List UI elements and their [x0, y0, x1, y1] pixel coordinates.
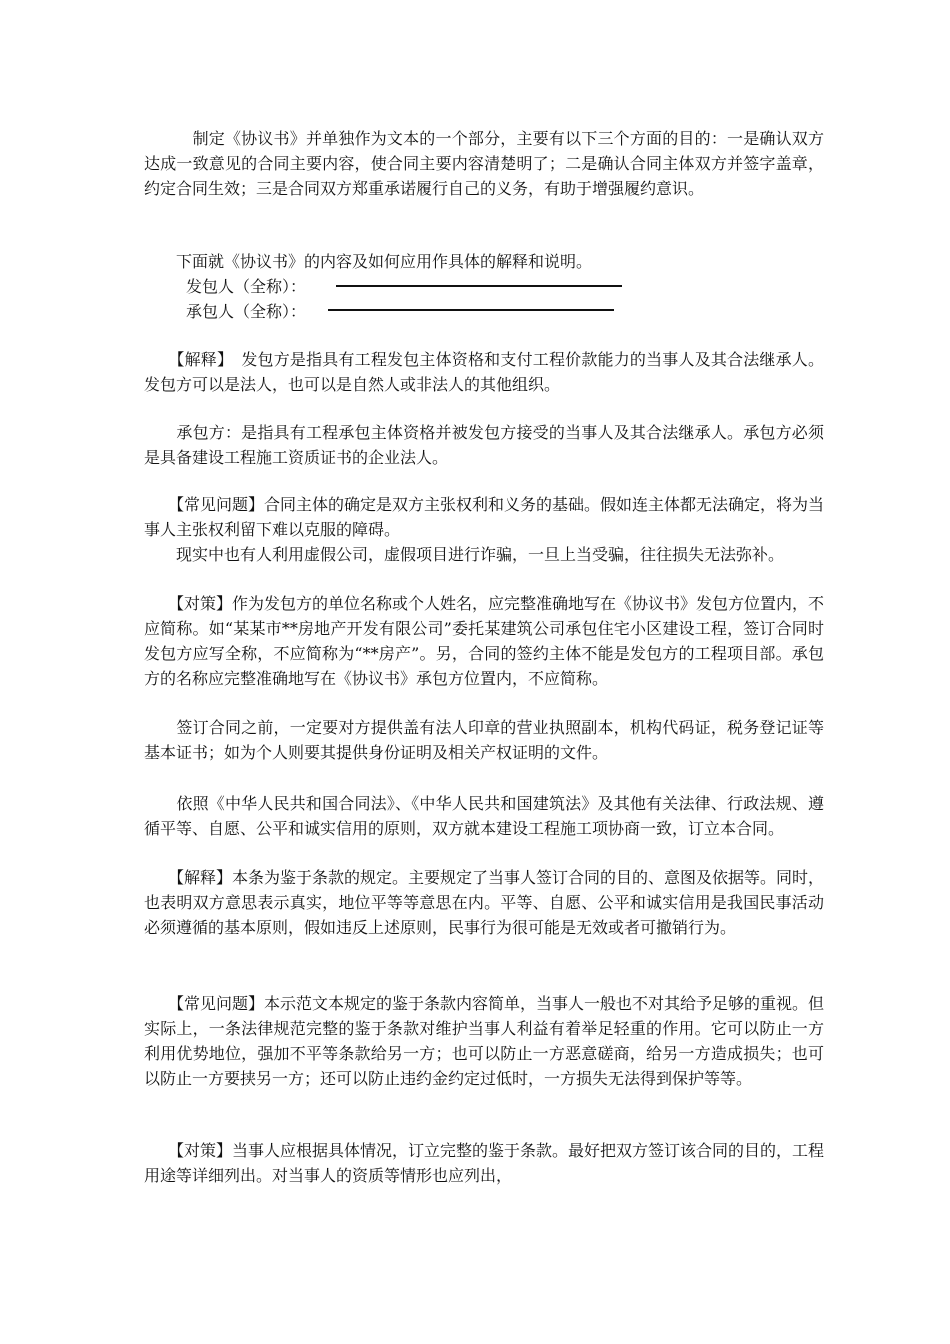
contractor-explanation: 承包方：是指具有工程承包主体资格并被发包方接受的当事人及其合法继承人。承包方必须是具备建设工程施工资质证书的企业法人。	[144, 423, 824, 467]
intro-paragraph: 制定《协议书》并单独作为文本的一个部分，主要有以下三个方面的目的：一是确认双方达成一致意见的合同主要内容，使合同主要内容清楚明了；二是确认合同主体双方并签字盖章，约定合同生效；三是合同双方郑重承诺履行自己的义务，有助于增强履约意识。	[144, 129, 824, 198]
pre-signing-note: 签订合同之前，一定要对方提供盖有法人印章的营业执照副本，机构代码证，税务登记证等基本证书；如为个人则要其提供身份证明及相关产权证明的文件。	[144, 718, 824, 762]
whereas-explanation: 【解释】本条为鉴于条款的规定。主要规定了当事人签订合同的目的、意图及依据等。同时，也表明双方意思表示真实，地位平等等意思在内。平等、自愿、公平和诚实信用是我国民事活动必须遵循的基本原则，假如违反上述原则，民事行为很可能是无效或者可撤销行为。	[144, 868, 825, 937]
fraud-warning: 现实中也有人利用虚假公司，虚假项目进行诈骗，一旦上当受骗，往往损失无法弥补。	[144, 545, 785, 564]
explanation-intro: 下面就《协议书》的内容及如何应用作具体的解释和说明。	[144, 252, 593, 271]
common-problem-2: 【常见问题】本示范文本规定的鉴于条款内容简单，当事人一般也不对其给予足够的重视。但实际上，一条法律规范完整的鉴于条款对维护当事人利益有着举足轻重的作用。它可以防止一方利用优势地位，强加不平等条款给另一方；也可以防止一方恶意磋商，给另一方造成损失；也可以防止一方要挟另一方；还可以防止违约金约定过低时，一方损失无法得到保护等等。	[144, 994, 825, 1088]
employer-explanation: 【解释】 发包方是指具有工程发包主体资格和支付工程价款能力的当事人及其合法继承人。发包方可以是法人，也可以是自然人或非法人的其他组织。	[144, 350, 824, 394]
countermeasure-2: 【对策】当事人应根据具体情况，订立完整的鉴于条款。最好把双方签订该合同的目的，工程用途等详细列出。对当事人的资质等情形也应列出，	[144, 1141, 825, 1185]
legal-basis-clause: 依照《中华人民共和国合同法》、《中华人民共和国建筑法》及其他有关法律、行政法规、遵循平等、自愿、公平和诚实信用的原则，双方就本建设工程施工项协商一致，订立本合同。	[144, 794, 824, 838]
employer-label: 发包人（全称）：	[186, 277, 307, 296]
contractor-blank-line	[328, 309, 614, 311]
countermeasure-1: 【对策】作为发包方的单位名称或个人姓名，应完整准确地写在《协议书》发包方位置内，不应简称。如“某某市**房地产开发有限公司”委托某建筑公司承包住宅小区建设工程，签订合同时发包方应写全称，不应简称为“**房产”。另，合同的签约主体不能是发包方的工程项目部。承包方的名称应完整准确地写在《协议书》承包方位置内，不应简称。	[144, 594, 825, 688]
contractor-label: 承包人（全称）：	[186, 302, 307, 321]
employer-blank-line	[336, 285, 622, 287]
common-problem-1: 【常见问题】合同主体的确定是双方主张权利和义务的基础。假如连主体都无法确定，将为当事人主张权利留下难以克服的障碍。	[144, 495, 825, 539]
